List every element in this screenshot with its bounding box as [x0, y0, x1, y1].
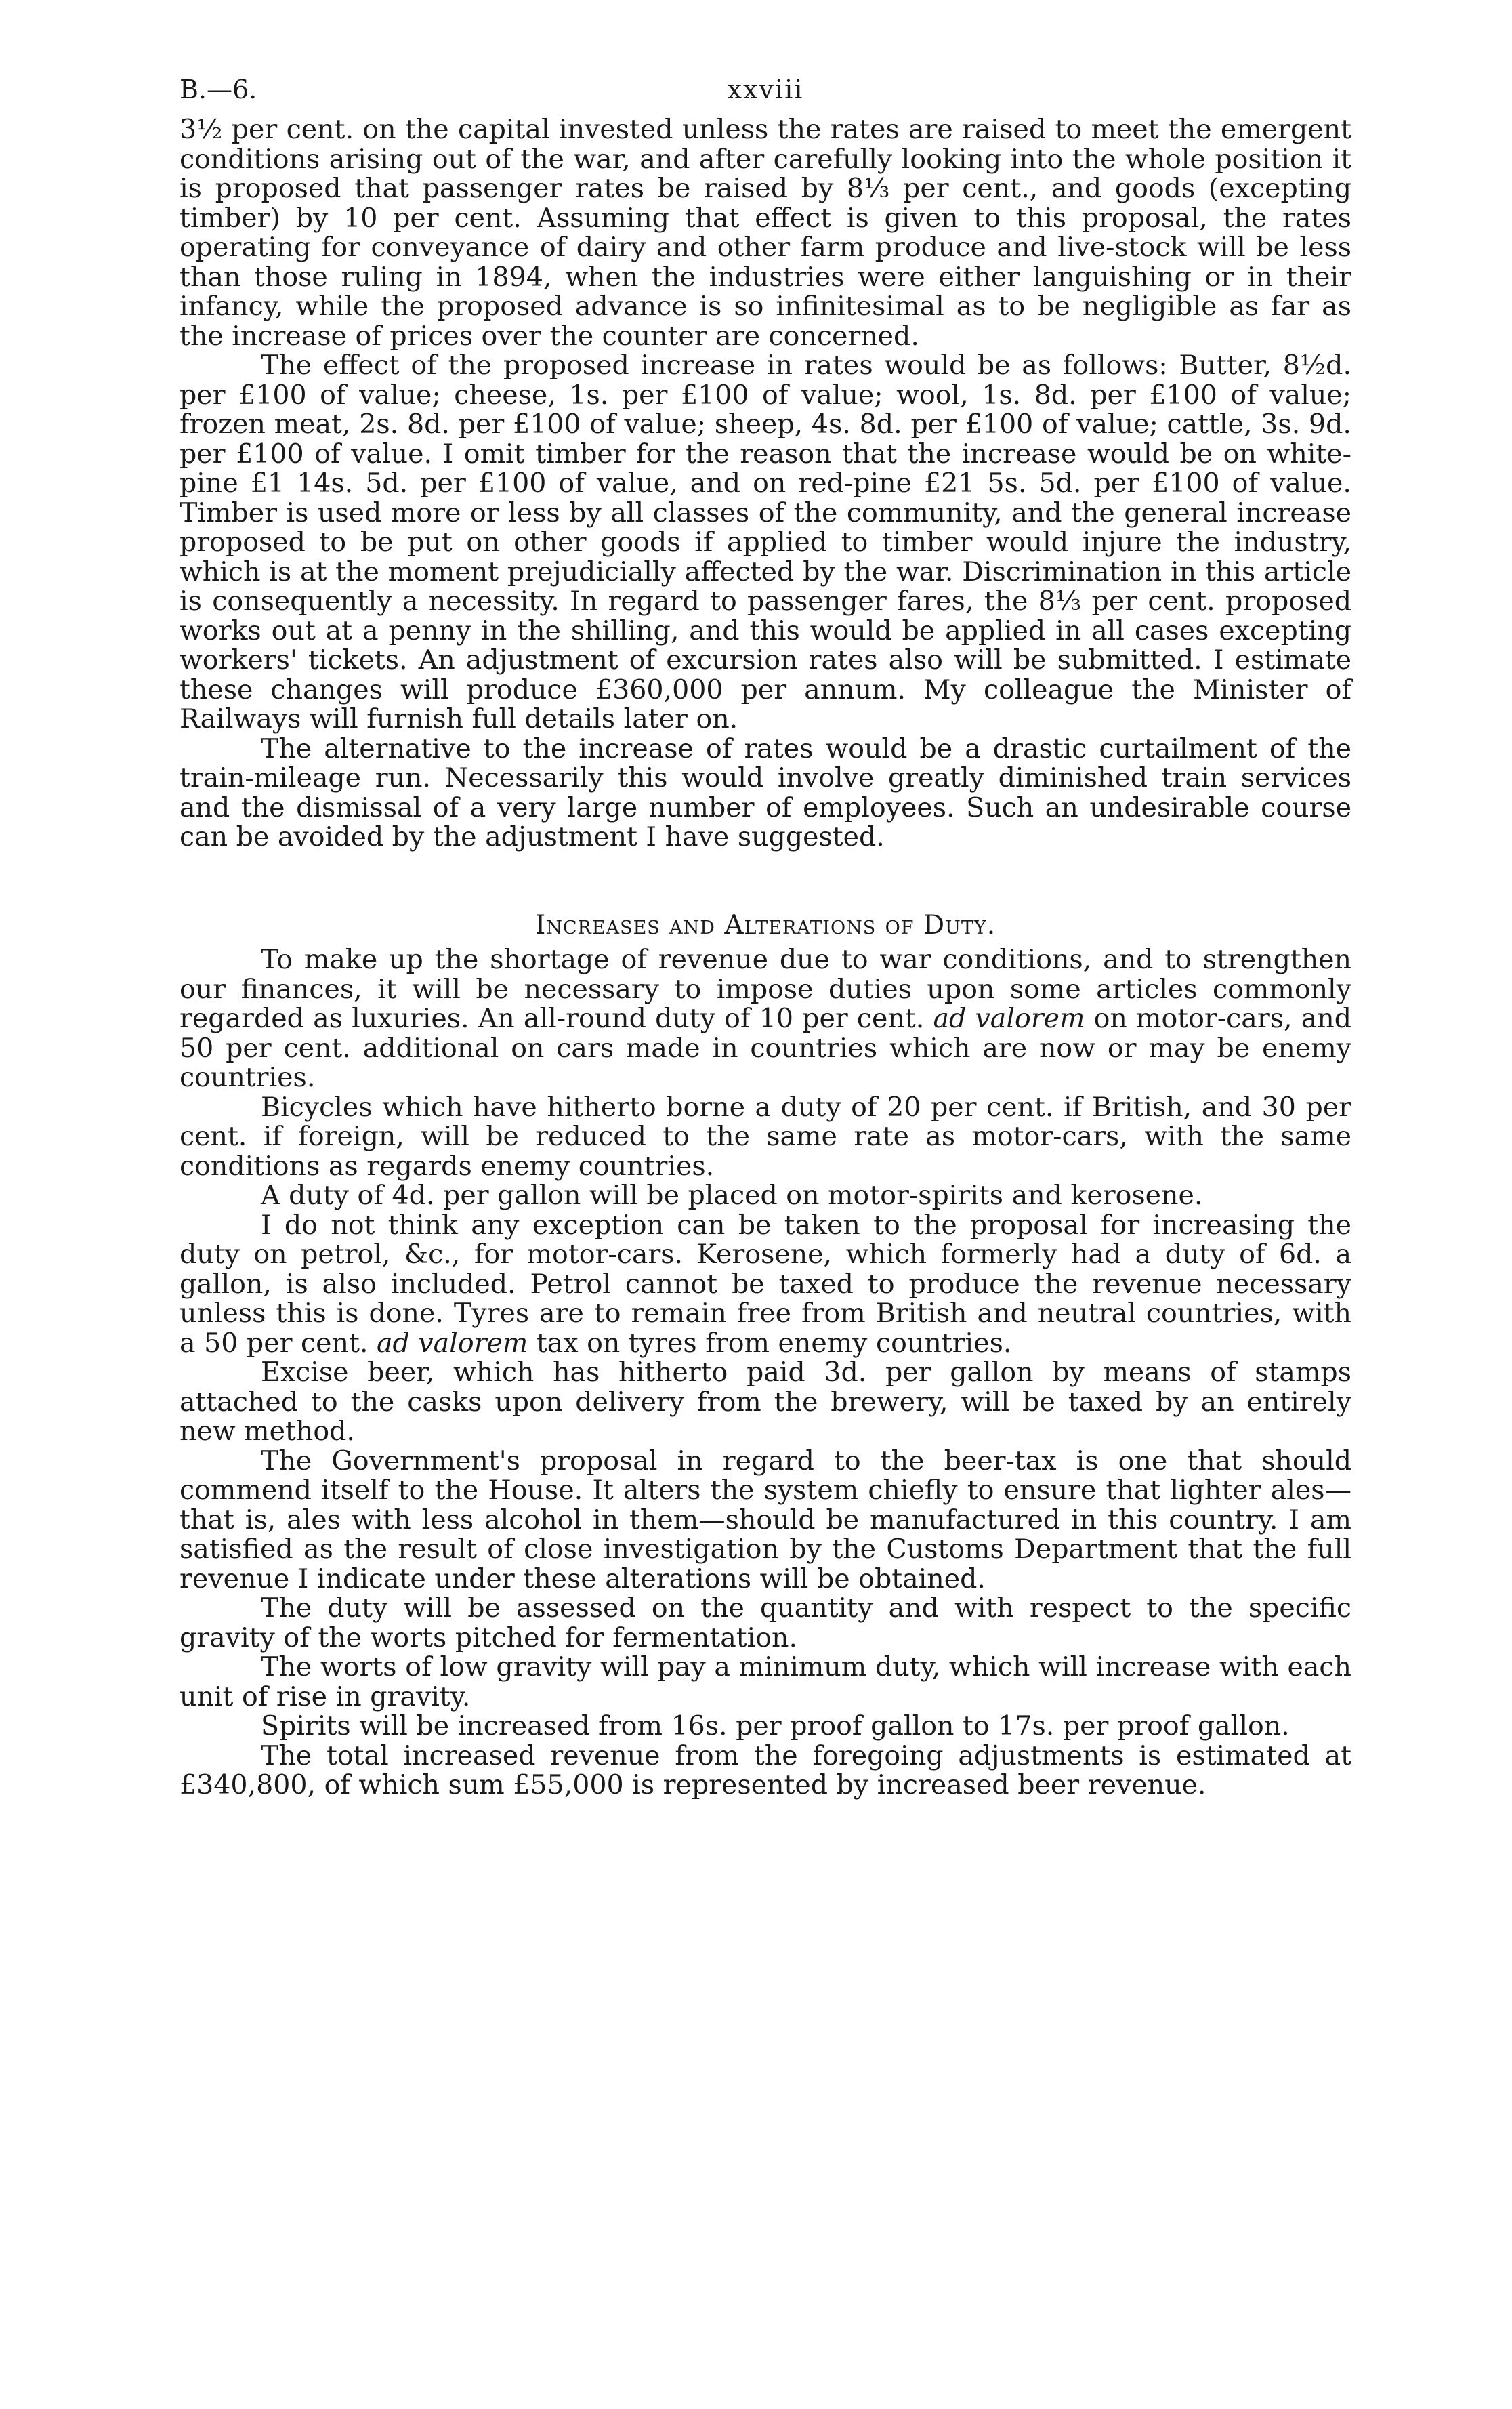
paragraph-alternative: The alternative to the increase of rates would be a drastic curtailment of the train-mileage run. Necessarily this would involve greatly diminished train services and the dismissal of a very large number of employees. Such an undesirable course can be avoided by the adjustment I have suggested.	[180, 733, 1351, 852]
paragraph-duty-luxuries: To make up the shortage of revenue due to war conditions, and to strengthen our finances, it will be necessary to impose duties upon some articles commonly regarded as luxuries. An all-round duty of 10 per cent. ad valorem on motor-cars, and 50 per cent. additional on cars made in countries which are now or may be enemy countries.	[180, 944, 1351, 1093]
paragraph-petrol-tyres: I do not think any exception can be taken to the proposal for increasing the duty on petrol, &c., for motor-cars. Kerosene, which formerly had a duty of 6d. a gallon, is also included. Petrol cannot be taxed to produce the revenue necessary unless this is done. Tyres are to remain free from British and neutral countries, with a 50 per cent. ad valorem tax on tyres from enemy countries.	[180, 1209, 1351, 1359]
document-body	[180, 115, 1351, 1800]
document-page	[180, 75, 1351, 1800]
paragraph-railway-rates: 3½ per cent. on the capital invested unless the rates are raised to meet the emergent conditions arising out of the war, and after carefully looking into the whole position it is proposed that passenger rates be raised by 8⅓ per cent., and goods (excepting timber) by 10 per cent. Assuming that effect is given to this proposal, the rates operating for conveyance of dairy and other farm produce and live-stock will be less than those ruling in 1894, when the industries were either languishing or in their infancy, while the proposed advance is so infinitesimal as to be negligible as far as the increase of prices over the counter are concerned.	[180, 114, 1351, 352]
paragraph-spirits: Spirits will be increased from 16s. per proof gallon to 17s. per proof gallon.	[261, 1710, 1290, 1742]
section-heading: Increases and Alterations of Duty.	[534, 909, 996, 941]
paragraph-excise-beer: Excise beer, which has hitherto paid 3d. per gallon by means of stamps attached to the casks upon delivery from the brewery, will be taxed by an entirely new method.	[180, 1357, 1351, 1447]
page-header	[180, 75, 1351, 115]
paragraph-worts-gravity: The worts of low gravity will pay a minimum duty, which will increase with each unit of rise in gravity.	[180, 1651, 1351, 1712]
paragraph-beer-tax-proposal: The Government's proposal in regard to the beer-tax is one that should commend itself to the House. It alters the system chiefly to ensure that lighter ales—that is, ales with less alcohol in them—should be manufactured in this country. I am satisfied as the result of close investigation by the Customs Department that the full revenue I indicate under these alterations will be obtained.	[180, 1445, 1351, 1594]
paragraph-bicycles: Bicycles which have hitherto borne a duty of 20 per cent. if British, and 30 per cent. if foreign, will be reduced to the same rate as motor-cars, with the same conditions as regards enemy countries.	[180, 1091, 1351, 1182]
paragraph-rate-effects: The effect of the proposed increase in rates would be as follows: Butter, 8½d. per £100 of value; cheese, 1s. per £100 of value; wool, 1s. 8d. per £100 of value; frozen meat, 2s. 8d. per £100 of value; sheep, 4s. 8d. per £100 of value; cattle, 3s. 9d. per £100 of value. I omit timber for the reason that the increase would be on white-pine £1 14s. 5d. per £100 of value, and on red-pine £21 5s. 5d. per £100 of value. Timber is used more or less by all classes of the community, and the general increase proposed to be put on other goods if applied to timber would injure the industry, which is at the moment prejudicially affected by the war. Discrimination in this article is consequently a necessity. In regard to passenger fares, the 8⅓ per cent. proposed works out at a penny in the shilling, and this would be applied in all cases excepting workers' tickets. An adjustment of excursion rates also will be submitted. I estimate these changes will produce £360,000 per annum. My colleague the Minister of Railways will furnish full details later on.	[180, 350, 1351, 735]
italic-phrase: ad valorem	[933, 1003, 1085, 1034]
italic-phrase: ad valorem	[376, 1327, 528, 1359]
page-number: xxviii	[727, 75, 804, 104]
paragraph-duty-assessment: The duty will be assessed on the quantity and with respect to the specific gravity of the worts pitched for fermentation.	[180, 1592, 1351, 1653]
paragraph-motor-spirits: A duty of 4d. per gallon will be placed on motor-spirits and kerosene.	[261, 1180, 1203, 1211]
document-reference: B.—6.	[180, 75, 257, 104]
paragraph-total-revenue: The total increased revenue from the foregoing adjustments is estimated at £340,800, of which sum £55,000 is represented by increased beer revenue.	[180, 1739, 1351, 1800]
